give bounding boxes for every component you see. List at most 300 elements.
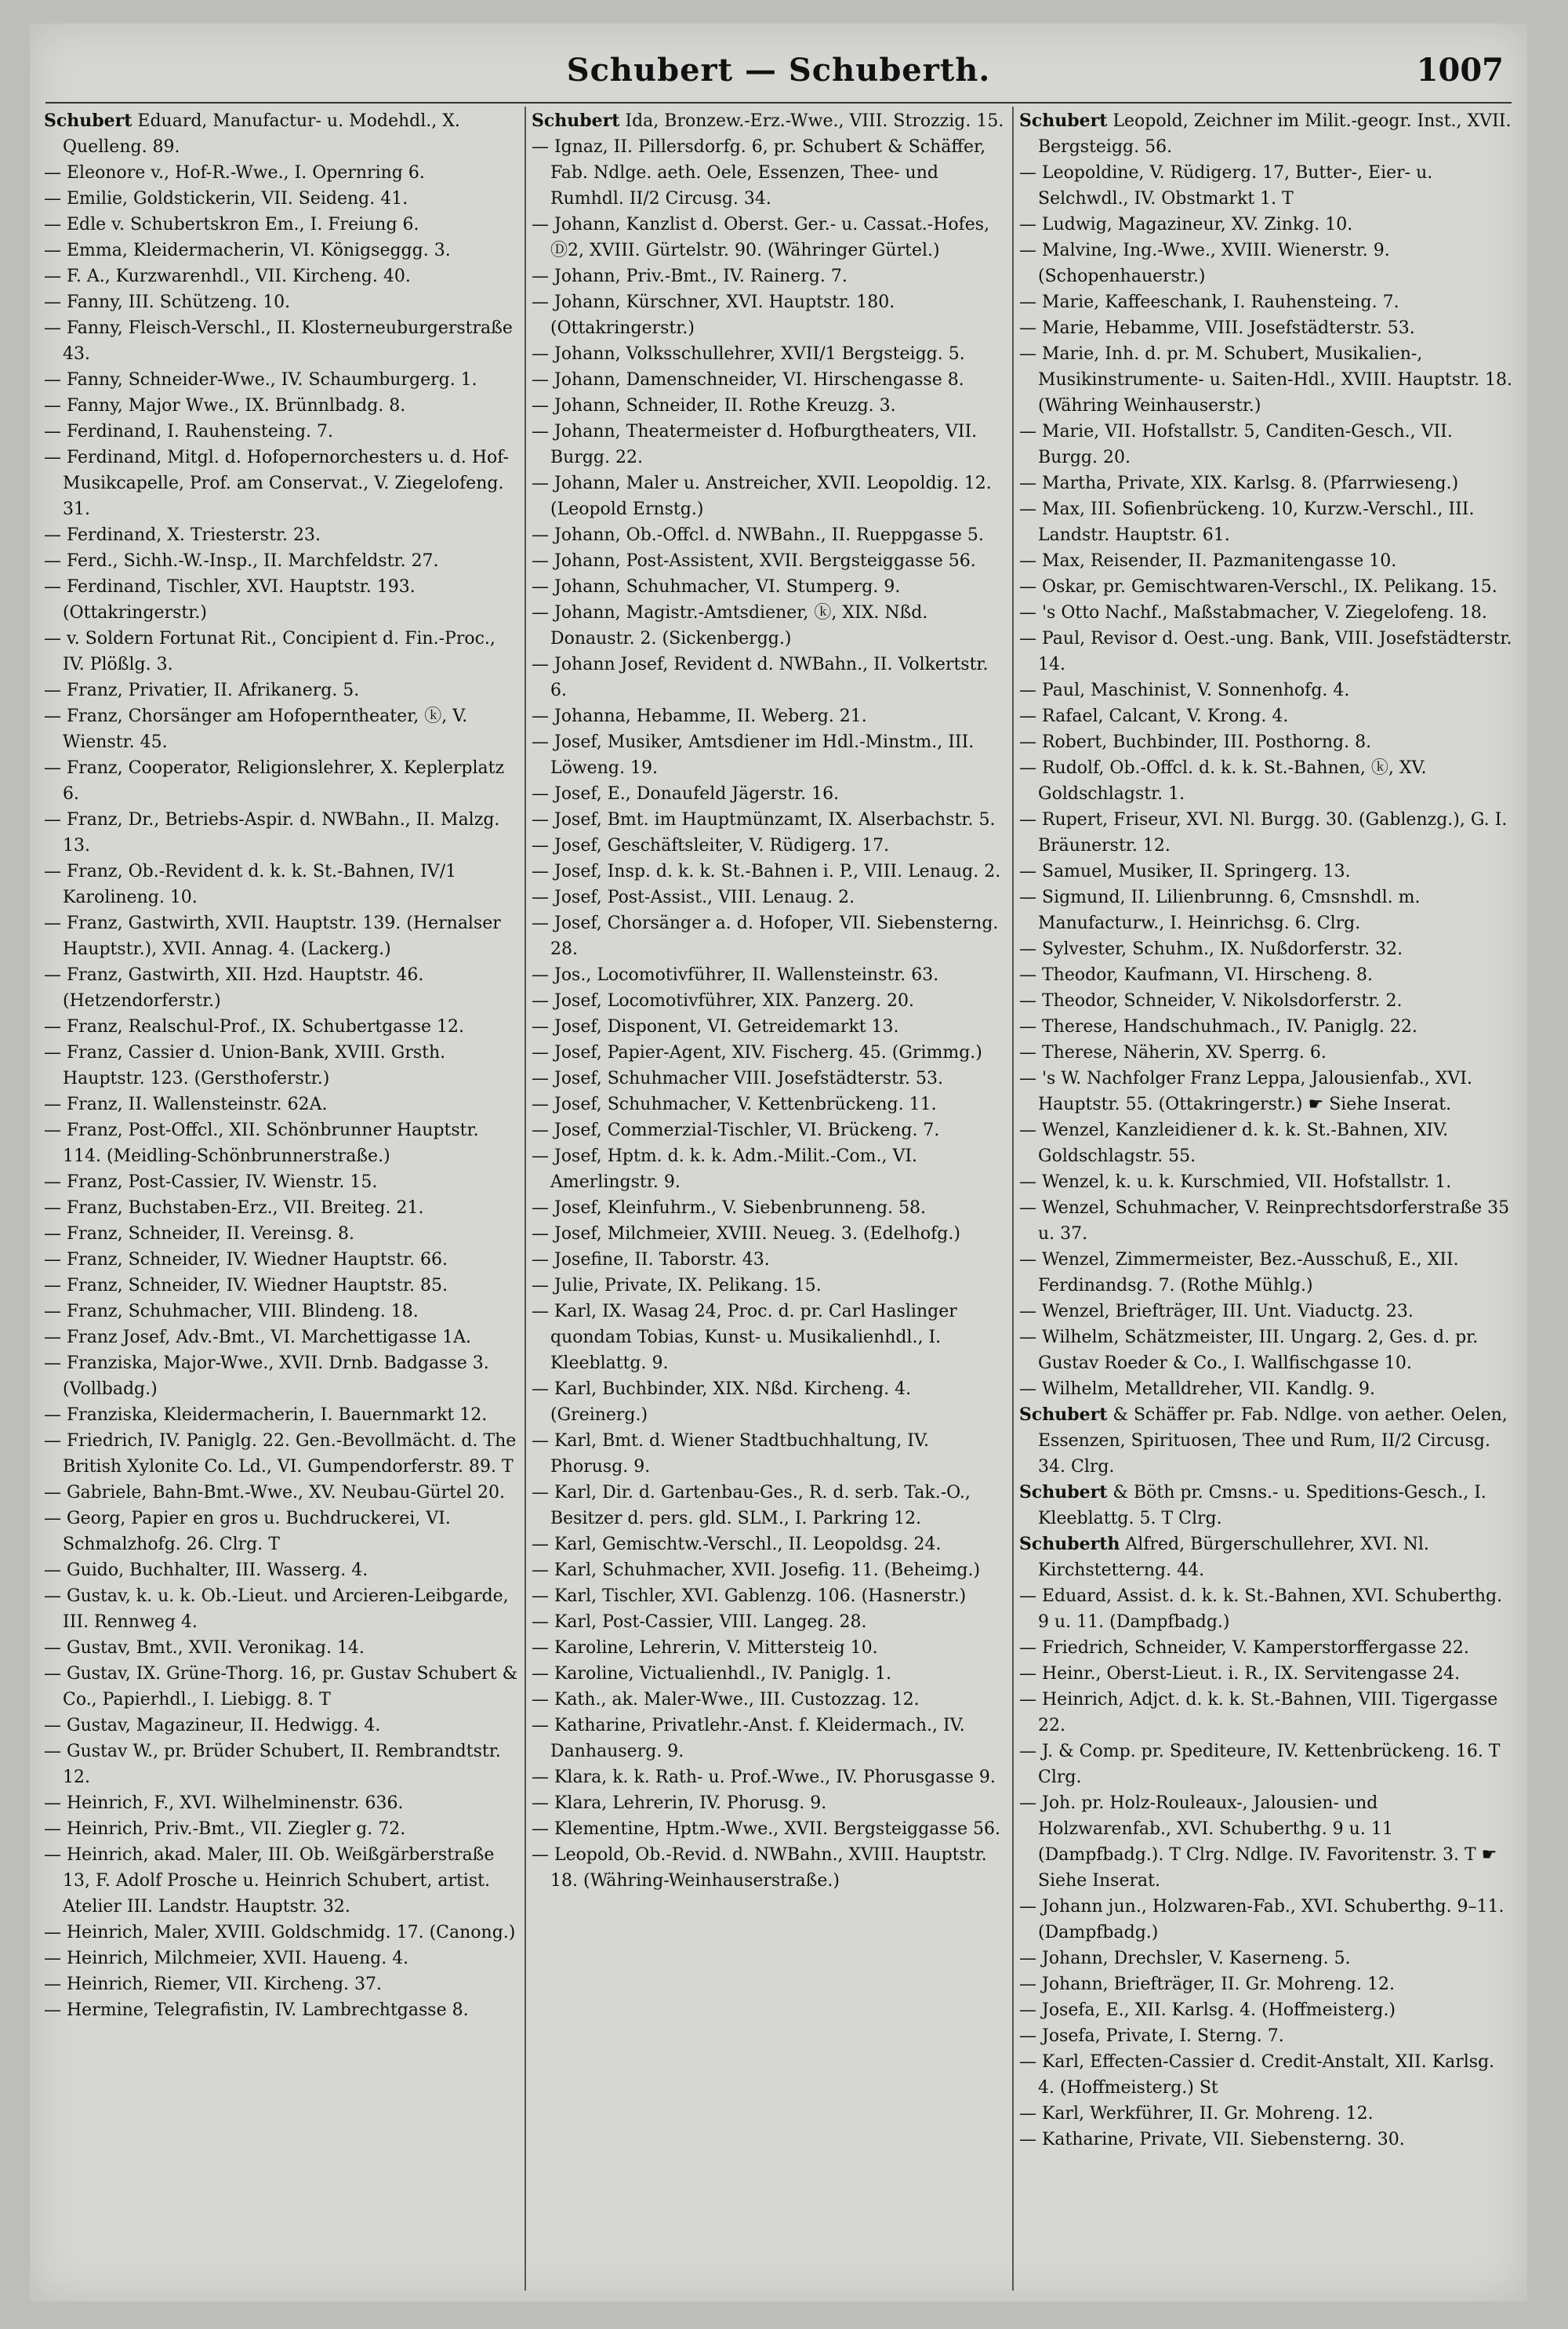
entry-text: — Josef, Papier-Agent, XIV. Fischerg. 45. (Grimmg.) (532, 1043, 982, 1063)
entry-text: — Emma, Kleidermacherin, VI. Königseggg. 3. (44, 241, 451, 260)
entry-text: — Gustav, Magazineur, II. Hedwigg. 4. (44, 1716, 381, 1735)
entry-text: — Josef, Locomotivführer, XIX. Panzerg. 20. (532, 991, 914, 1011)
header-rule (45, 102, 1512, 104)
entry-text: — Franz, II. Wallensteinstr. 62A. (44, 1095, 328, 1114)
directory-entry (1019, 341, 1513, 419)
directory-entry (1019, 703, 1513, 729)
entry-text: — Max, III. Sofienbrückeng. 10, Kurzw.-Verschl., III. Landstr. Hauptstr. 61. (1019, 500, 1475, 545)
entry-text: — Ignaz, II. Pillersdorfg. 6, pr. Schubert & Schäffer, Fab. Ndlge. aeth. Oele, Essenzen, Thee- und Rumhdl. II/2 Circusg. 34. (532, 137, 986, 209)
entry-text: — Marie, Kaffeeschank, I. Rauhensteing. 7. (1019, 292, 1399, 312)
entry-text: — Franz, Post-Offcl., XII. Schönbrunner Hauptstr. 114. (Meidling-Schönbrunnerstraße.) (44, 1121, 479, 1166)
entry-text: — Wenzel, Schuhmacher, V. Reinprechtsdorferstraße 35 u. 37. (1019, 1198, 1510, 1244)
entry-text: — Wenzel, Kanzleidiener d. k. k. St.-Bahnen, XIV. Goldschlagstr. 55. (1019, 1121, 1449, 1166)
directory-entry (532, 108, 1007, 134)
entry-text: — Karoline, Lehrerin, V. Mittersteig 10. (532, 1638, 878, 1658)
directory-entry (44, 1169, 519, 1195)
entry-text: — Josef, Disponent, VI. Getreidemarkt 13. (532, 1017, 899, 1037)
directory-entry (1019, 289, 1513, 315)
entry-text: — Johann, Damenschneider, VI. Hirschengasse 8. (532, 370, 964, 390)
directory-entry (1019, 807, 1513, 859)
directory-entry (44, 1221, 519, 1247)
entry-text: — Gustav, IX. Grüne-Thorg. 16, pr. Gustav Schubert & Co., Papierhdl., I. Liebigg. 8. T (44, 1664, 518, 1710)
directory-entry (44, 289, 519, 315)
entry-text: — Fanny, Fleisch-Verschl., II. Klosterneuburgerstraße 43. (44, 318, 513, 364)
directory-entry (1019, 755, 1513, 807)
entry-text: — Marie, Inh. d. pr. M. Schubert, Musikalien-, Musikinstrumente- u. Saiten-Hdl., XVIII. Hauptstr. 18. (Währing Weinhauserstr.) (1019, 344, 1513, 416)
directory-entry (1019, 2127, 1513, 2153)
entry-text: — Heinrich, akad. Maler, III. Ob. Weißgärberstraße 13, F. Adolf Prosche u. Heinrich Schubert, artist. Atelier III. Landstr. Hauptstr. 32. (44, 1845, 495, 1917)
directory-entry (1019, 678, 1513, 703)
entry-text: — Franziska, Kleidermacherin, I. Bauernmarkt 12. (44, 1405, 488, 1425)
directory-entry (532, 1092, 1007, 1117)
entry-text: — Josef, E., Donaufeld Jägerstr. 16. (532, 784, 840, 804)
entry-text: — Julie, Private, IX. Pelikang. 15. (532, 1276, 822, 1295)
directory-entry (44, 1816, 519, 1842)
directory-entry (44, 1920, 519, 1946)
directory-entry (532, 1531, 1007, 1557)
entry-text: — Franz, Cooperator, Religionslehrer, X. Keplerplatz 6. (44, 758, 505, 804)
entry-text: — Franz, Schneider, II. Vereinsg. 8. (44, 1224, 354, 1244)
entry-text: — Sylvester, Schuhm., IX. Nußdorferstr. 32. (1019, 939, 1403, 959)
entry-text: — Johann, Briefträger, II. Gr. Mohreng. 12. (1019, 1975, 1395, 1994)
entry-text: — Eleonore v., Hof-R.-Wwe., I. Opernring 6. (44, 163, 425, 183)
directory-entry (44, 160, 519, 186)
directory-entry (532, 729, 1007, 781)
column-2 (532, 108, 1007, 2288)
entry-text: — Therese, Näherin, XV. Sperrg. 6. (1019, 1043, 1327, 1063)
directory-entry (532, 1687, 1007, 1713)
entry-text: Ida, Bronzew.-Erz.-Wwe., VIII. Strozzig. 15. (625, 111, 1004, 131)
directory-entry (44, 1971, 519, 1997)
entry-text: — Franz, Privatier, II. Afrikanerg. 5. (44, 681, 360, 700)
directory-entry (532, 1273, 1007, 1299)
entry-text: — Katharine, Private, VII. Siebensterng. 30. (1019, 2130, 1405, 2149)
directory-entry (44, 1040, 519, 1092)
directory-entry (44, 186, 519, 212)
entry-text: — Eduard, Assist. d. k. k. St.-Bahnen, XVI. Schuberthg. 9 u. 11. (Dampfbadg.) (1019, 1586, 1503, 1632)
directory-entry (1019, 548, 1513, 574)
directory-entry (44, 1092, 519, 1117)
entry-text: — Johann, Kanzlist d. Oberst. Ger.- u. Cassat.-Hofes, Ⓓ2, XVIII. Gürtelstr. 90. (Währinger Gürtel.) (532, 215, 990, 260)
entry-text: — Johann, Kürschner, XVI. Hauptstr. 180. (Ottakringerstr.) (532, 292, 895, 338)
directory-entry (1019, 1583, 1513, 1635)
entry-text: — Edle v. Schubertskron Em., I. Freiung 6. (44, 215, 419, 234)
entry-text: — Ferdinand, Mitgl. d. Hofopernorchesters u. d. Hof-Musikcapelle, Prof. am Conservat., V. Ziegelofeng. 31. (44, 448, 510, 519)
directory-entry (1019, 471, 1513, 496)
directory-entry (44, 1247, 519, 1273)
directory-entry (1019, 962, 1513, 988)
directory-entry (532, 212, 1007, 263)
directory-entry (44, 238, 519, 263)
entry-text: — Franz, Post-Cassier, IV. Wienstr. 15. (44, 1172, 378, 1192)
entry-text: — Malvine, Ing.-Wwe., XVIII. Wienerstr. 9. (Schopenhauerstr.) (1019, 241, 1390, 286)
directory-entry (532, 910, 1007, 962)
entry-text: — Josef, Musiker, Amtsdiener im Hdl.-Minstm., III. Löweng. 19. (532, 732, 975, 778)
directory-entry (1019, 885, 1513, 936)
directory-entry (1019, 1790, 1513, 1894)
directory-entry (44, 522, 519, 548)
entry-text: — Gustav, Bmt., XVII. Veronikag. 14. (44, 1638, 365, 1658)
directory-entry (532, 833, 1007, 859)
entry-text: — Paul, Maschinist, V. Sonnenhofg. 4. (1019, 681, 1350, 700)
entry-text: — Franz, Gastwirth, XII. Hzd. Hauptstr. 46. (Hetzendorferstr.) (44, 965, 424, 1011)
directory-entry (1019, 1324, 1513, 1376)
directory-entry (44, 1117, 519, 1169)
entry-text: — Johann, Maler u. Anstreicher, XVII. Leopoldig. 12. (Leopold Ernstg.) (532, 474, 992, 519)
directory-entry (532, 1635, 1007, 1661)
directory-entry (1019, 1195, 1513, 1247)
directory-entry (1019, 1661, 1513, 1687)
entry-text: — Josef, Commerzial-Tischler, VI. Brückeng. 7. (532, 1121, 940, 1140)
directory-entry (44, 393, 519, 419)
entry-text: — Wenzel, Briefträger, III. Unt. Viaductg. 23. (1019, 1302, 1414, 1321)
entry-text: — F. A., Kurzwarenhdl., VII. Kircheng. 40. (44, 267, 411, 286)
entry-text: — Johann Josef, Revident d. NWBahn., II. Volkertstr. 6. (532, 655, 989, 700)
directory-entry (44, 1014, 519, 1040)
directory-page (30, 24, 1527, 2302)
directory-entry (44, 1635, 519, 1661)
directory-entry (44, 1324, 519, 1350)
directory-entry (1019, 574, 1513, 600)
entry-surname: Schuberth (1019, 1534, 1120, 1554)
directory-entry (532, 807, 1007, 833)
entry-text: Eduard, Manufactur- u. Modehdl., X. Quelleng. 89. (63, 111, 460, 157)
directory-entry (44, 419, 519, 445)
entry-surname: Schubert (532, 111, 620, 131)
directory-entry (44, 1946, 519, 1971)
directory-entry (532, 1143, 1007, 1195)
page-title: Schubert — Schuberth. (566, 52, 991, 89)
directory-entry (1019, 1687, 1513, 1739)
directory-entry (532, 1713, 1007, 1764)
directory-entry (1019, 1376, 1513, 1402)
entry-text: — Josefa, Private, I. Sterng. 7. (1019, 2026, 1284, 2046)
entry-text: — Johann, Drechsler, V. Kaserneng. 5. (1019, 1949, 1351, 1968)
entry-text: — Marie, VII. Hofstallstr. 5, Canditen-Gesch., VII. Burgg. 20. (1019, 422, 1453, 467)
entry-text: — Franz, Schneider, IV. Wiedner Hauptstr. 66. (44, 1250, 448, 1270)
directory-entry (1019, 212, 1513, 238)
entry-text: — Oskar, pr. Gemischtwaren-Verschl., IX. Pelikang. 15. (1019, 577, 1497, 597)
entry-text: — Karl, Effecten-Cassier d. Credit-Anstalt, XII. Karlsg. 4. (Hoffmeisterg.) St (1019, 2052, 1495, 2098)
directory-entry (44, 1428, 519, 1480)
directory-entry (1019, 1997, 1513, 2023)
directory-entry (532, 885, 1007, 910)
entry-text: — Ferdinand, X. Triesterstr. 23. (44, 525, 321, 545)
entry-text: — Heinrich, Priv.-Bmt., VII. Ziegler g. 72. (44, 1819, 406, 1839)
directory-entry (44, 1350, 519, 1402)
directory-entry (532, 1583, 1007, 1609)
entry-text: — Johann jun., Holzwaren-Fab., XVI. Schuberthg. 9–11. (Dampfbadg.) (1019, 1897, 1504, 1942)
entry-text: — Karl, Post-Cassier, VIII. Langeg. 28. (532, 1612, 867, 1632)
directory-entry (1019, 988, 1513, 1014)
entry-text: — Josef, Hptm. d. k. k. Adm.-Milit.-Com., VI. Amerlingstr. 9. (532, 1146, 918, 1192)
entry-text: — Heinrich, Maler, XVIII. Goldschmidg. 17. (Canong.) (44, 1923, 516, 1942)
entry-text: — Theodor, Kaufmann, VI. Hirscheng. 8. (1019, 965, 1374, 985)
entry-text: — Fanny, III. Schützeng. 10. (44, 292, 291, 312)
directory-entry (532, 1661, 1007, 1687)
directory-entry (532, 600, 1007, 652)
directory-entry (532, 134, 1007, 212)
directory-entry (532, 1764, 1007, 1790)
entry-text: — Georg, Papier en gros u. Buchdruckerei, VI. Schmalzhofg. 26. Clrg. T (44, 1509, 451, 1554)
entry-text: — Johann, Schneider, II. Rothe Kreuzg. 3. (532, 396, 896, 416)
directory-entry (44, 807, 519, 859)
directory-entry (44, 367, 519, 393)
entry-text: — Franz, Schuhmacher, VIII. Blindeng. 18. (44, 1302, 419, 1321)
directory-entry (44, 1842, 519, 1920)
entry-text: — Franz, Chorsänger am Hofoperntheater, ⓚ, V. Wienstr. 45. (44, 707, 468, 752)
directory-entry (532, 1195, 1007, 1221)
entry-text: — Franz, Schneider, IV. Wiedner Hauptstr. 85. (44, 1276, 448, 1295)
entry-text: — Wenzel, k. u. k. Kurschmied, VII. Hofstallstr. 1. (1019, 1172, 1452, 1192)
directory-entry (532, 781, 1007, 807)
directory-entry (1019, 2023, 1513, 2049)
directory-entry (1019, 1480, 1513, 1531)
directory-entry (532, 1428, 1007, 1480)
entry-text: — Hermine, Telegrafistin, IV. Lambrechtgasse 8. (44, 2000, 469, 2020)
entry-text: — Franz, Cassier d. Union-Bank, XVIII. Grsth. Hauptstr. 123. (Gersthoferstr.) (44, 1043, 446, 1088)
entry-text: — Kath., ak. Maler-Wwe., III. Custozzag. 12. (532, 1690, 920, 1710)
directory-entry (1019, 1971, 1513, 1997)
entry-text: — Karl, Gemischtw.-Verschl., II. Leopoldsg. 24. (532, 1535, 942, 1554)
directory-entry (44, 263, 519, 289)
entry-text: — Theodor, Schneider, V. Nikolsdorferstr. 2. (1019, 991, 1403, 1011)
entry-text: — Joh. pr. Holz-Rouleaux-, Jalousien- und Holzwarenfab., XVI. Schuberthg. 9 u. 11 (Dampfbadg.). T Clrg. Ndlge. IV. Favoritenstr. 3. T ☛ Siehe Inserat. (1019, 1793, 1497, 1891)
directory-entry (532, 1040, 1007, 1066)
entry-text: — Franz Josef, Adv.-Bmt., VI. Marchettigasse 1A. (44, 1328, 472, 1347)
entry-text: & Schäffer pr. Fab. Ndlge. von aether. Oelen, Essenzen, Spirituosen, Thee und Rum, II/2 Circusg. 34. Clrg. (1038, 1405, 1508, 1477)
entry-text: — Karl, Tischler, XVI. Gablenzg. 106. (Hasnerstr.) (532, 1586, 967, 1606)
directory-entry (44, 108, 519, 160)
directory-entry (1019, 238, 1513, 289)
directory-entry (532, 289, 1007, 341)
entry-text: — Karl, Schuhmacher, XVII. Josefig. 11. (Beheimg.) (532, 1561, 981, 1580)
entry-text: — Samuel, Musiker, II. Springerg. 13. (1019, 862, 1351, 881)
entry-text: — Max, Reisender, II. Pazmanitengasse 10. (1019, 551, 1397, 571)
directory-entry (532, 367, 1007, 393)
entry-text: — J. & Comp. pr. Spediteure, IV. Kettenbrückeng. 16. T Clrg. (1019, 1742, 1501, 1787)
directory-entry (44, 1713, 519, 1739)
entry-text: — Klara, k. k. Rath- u. Prof.-Wwe., IV. Phorusgasse 9. (532, 1768, 996, 1787)
entry-text: — Heinrich, Milchmeier, XVII. Haueng. 4. (44, 1949, 409, 1968)
entry-text: — Josef, Milchmeier, XVIII. Neueg. 3. (Edelhofg.) (532, 1224, 960, 1244)
directory-entry (1019, 315, 1513, 341)
directory-entry (532, 1480, 1007, 1531)
entry-text: — Johann, Theatermeister d. Hofburgtheaters, VII. Burgg. 22. (532, 422, 978, 467)
directory-entry (44, 755, 519, 807)
entry-text: — Paul, Revisor d. Oest.-ung. Bank, VIII. Josefstädterstr. 14. (1019, 629, 1512, 674)
directory-entry (1019, 419, 1513, 471)
directory-entry (44, 548, 519, 574)
entry-text: — Friedrich, Schneider, V. Kamperstorffergasse 22. (1019, 1638, 1469, 1658)
directory-entry (44, 962, 519, 1014)
directory-entry (532, 574, 1007, 600)
entry-text: — Johanna, Hebamme, II. Weberg. 21. (532, 707, 867, 726)
entry-text: — Rudolf, Ob.-Offcl. d. k. k. St.-Bahnen, ⓚ, XV. Goldschlagstr. 1. (1019, 758, 1427, 804)
directory-entry (1019, 1946, 1513, 1971)
directory-entry (44, 703, 519, 755)
entry-text: — Franz, Ob.-Revident d. k. k. St.-Bahnen, IV/1 Karolineng. 10. (44, 862, 457, 907)
directory-entry (532, 1609, 1007, 1635)
entry-text: — Katharine, Privatlehr.-Anst. f. Kleidermach., IV. Danhauserg. 9. (532, 1716, 965, 1761)
directory-entry (44, 574, 519, 626)
entry-text: — Josef, Schuhmacher, V. Kettenbrückeng. 11. (532, 1095, 937, 1114)
directory-entry (532, 703, 1007, 729)
directory-entry (44, 910, 519, 962)
entry-text: — Fanny, Major Wwe., IX. Brünnlbadg. 8. (44, 396, 406, 416)
directory-entry (1019, 160, 1513, 212)
directory-entry (1019, 1299, 1513, 1324)
directory-entry (44, 678, 519, 703)
entry-text: — Josef, Geschäftsleiter, V. Rüdigerg. 17. (532, 836, 890, 856)
entry-text: — Ferdinand, Tischler, XVI. Hauptstr. 193. (Ottakringerstr.) (44, 577, 416, 623)
entry-text: — Johann, Priv.-Bmt., IV. Rainerg. 7. (532, 267, 848, 286)
entry-text: — Johann, Post-Assistent, XVII. Bergsteiggasse 56. (532, 551, 976, 571)
directory-entry (1019, 936, 1513, 962)
entry-text: — Gustav W., pr. Brüder Schubert, II. Rembrandtstr. 12. (44, 1742, 501, 1787)
entry-text: — Marie, Hebamme, VIII. Josefstädterstr. 53. (1019, 318, 1415, 338)
entry-text: — v. Soldern Fortunat Rit., Concipient d. Fin.-Proc., IV. Plößlg. 3. (44, 629, 495, 674)
directory-entry (44, 1997, 519, 2023)
entry-text: — Martha, Private, XIX. Karlsg. 8. (Pfarrwieseng.) (1019, 474, 1459, 493)
entry-text: — Karl, Dir. d. Gartenbau-Ges., R. d. serb. Tak.-O., Besitzer d. pers. gld. SLM., I. Parkring 12. (532, 1483, 971, 1528)
entry-text: — Josefa, E., XII. Karlsg. 4. (Hoffmeisterg.) (1019, 2000, 1396, 2020)
entry-text: — Heinr., Oberst-Lieut. i. R., IX. Servitengasse 24. (1019, 1664, 1461, 1684)
directory-entry (1019, 1894, 1513, 1946)
entry-text: — Karl, Werkführer, II. Gr. Mohreng. 12. (1019, 2104, 1374, 2124)
directory-entry (532, 471, 1007, 522)
directory-entry (1019, 1635, 1513, 1661)
directory-entry (1019, 496, 1513, 548)
entry-text: — Johann, Magistr.-Amtsdiener, ⓚ, XIX. Nßd. Donaustr. 2. (Sickenbergg.) (532, 603, 928, 649)
entry-text: — Robert, Buchbinder, III. Posthorng. 8. (1019, 732, 1372, 752)
entry-text: Leopold, Zeichner im Milit.-geogr. Inst., XVII. Bergsteigg. 56. (1038, 111, 1512, 157)
directory-entry (532, 419, 1007, 471)
entry-text: Alfred, Bürgerschullehrer, XVI. Nl. Kirchstetterng. 44. (1038, 1535, 1429, 1580)
entry-text: — Ludwig, Magazineur, XV. Zinkg. 10. (1019, 215, 1353, 234)
directory-entry (44, 1506, 519, 1557)
entry-text: — Leopold, Ob.-Revid. d. NWBahn., XVIII. Hauptstr. 18. (Währing-Weinhauserstraße.) (532, 1845, 987, 1891)
directory-entry (532, 988, 1007, 1014)
entry-text: — Fanny, Schneider-Wwe., IV. Schaumburgerg. 1. (44, 370, 477, 390)
directory-entry (532, 1117, 1007, 1143)
entry-text: — Johann, Ob.-Offcl. d. NWBahn., II. Rueppgasse 5. (532, 525, 984, 545)
directory-entry (532, 1014, 1007, 1040)
entry-text: — Wenzel, Zimmermeister, Bez.-Ausschuß, E., XII. Ferdinandsg. 7. (Rothe Mühlg.) (1019, 1250, 1459, 1295)
directory-entry (532, 1376, 1007, 1428)
entry-text: — Heinrich, F., XVI. Wilhelminenstr. 636. (44, 1793, 404, 1813)
entry-text: — Gustav, k. u. k. Ob.-Lieut. und Arcieren-Leibgarde, III. Rennweg 4. (44, 1586, 509, 1632)
directory-entry (1019, 1739, 1513, 1790)
directory-entry (532, 859, 1007, 885)
directory-entry (1019, 108, 1513, 160)
directory-entry (1019, 1066, 1513, 1117)
entry-text: — Josef, Bmt. im Hauptmünzamt, IX. Alserbachstr. 5. (532, 810, 996, 830)
directory-entry (44, 1790, 519, 1816)
directory-entry (532, 1221, 1007, 1247)
directory-entry (532, 548, 1007, 574)
entry-surname: Schubert (1019, 1482, 1108, 1502)
entry-text: — Josef, Kleinfuhrm., V. Siebenbrunneng. 58. (532, 1198, 927, 1218)
directory-entry (44, 1583, 519, 1635)
entry-text: — Ferd., Sichh.-W.-Insp., II. Marchfeldstr. 27. (44, 551, 439, 571)
entry-text: — Johann, Volksschullehrer, XVII/1 Bergsteigg. 5. (532, 344, 965, 364)
directory-entry (44, 626, 519, 678)
directory-entry (44, 445, 519, 522)
entry-text: — Klementine, Hptm.-Wwe., XVII. Bergsteiggasse 56. (532, 1819, 1000, 1839)
entry-text: — Therese, Handschuhmach., IV. Paniglg. 22. (1019, 1017, 1417, 1037)
directory-entry (1019, 859, 1513, 885)
directory-entry (1019, 1014, 1513, 1040)
entry-text: — Friedrich, IV. Paniglg. 22. Gen.-Bevollmächt. d. The British Xylonite Co. Ld., VI. Gumpendorferstr. 89. T (44, 1431, 517, 1477)
directory-entry (44, 212, 519, 238)
directory-entry (1019, 1169, 1513, 1195)
page-number: 1007 (1416, 52, 1504, 89)
entry-text: — 's W. Nachfolger Franz Leppa, Jalousienfab., XVI. Hauptstr. 55. (Ottakringerstr.) ☛ Siehe Inserat. (1019, 1069, 1472, 1114)
directory-entry (532, 1066, 1007, 1092)
entry-text: — Karl, Bmt. d. Wiener Stadtbuchhaltung, IV. Phorusg. 9. (532, 1431, 929, 1477)
directory-entry (44, 1661, 519, 1713)
directory-entry (1019, 2101, 1513, 2127)
entry-text: — Josefine, II. Taborstr. 43. (532, 1250, 770, 1270)
directory-entry (1019, 2049, 1513, 2101)
entry-text: — Jos., Locomotivführer, II. Wallensteinstr. 63. (532, 965, 939, 985)
directory-entry (44, 1195, 519, 1221)
directory-entry (44, 1299, 519, 1324)
directory-entry (1019, 600, 1513, 626)
entry-text: — Ferdinand, I. Rauhensteing. 7. (44, 422, 334, 441)
entry-text: — Karl, IX. Wasag 24, Proc. d. pr. Carl Haslinger quondam Tobias, Kunst- u. Musikalienhdl., I. Kleeblattg. 9. (532, 1302, 957, 1373)
directory-entry (44, 1402, 519, 1428)
entry-text: — Klara, Lehrerin, IV. Phorusg. 9. (532, 1793, 827, 1813)
directory-entry (532, 1299, 1007, 1376)
directory-entry (44, 1273, 519, 1299)
column-divider (1012, 107, 1014, 2291)
entry-text: — Josef, Chorsänger a. d. Hofoper, VII. Siebensterng. 28. (532, 914, 999, 959)
entry-text: — Josef, Insp. d. k. k. St.-Bahnen i. P., VIII. Lenaug. 2. (532, 862, 1001, 881)
entry-text: — Josef, Post-Assist., VIII. Lenaug. 2. (532, 888, 855, 907)
entry-text: — Franz, Buchstaben-Erz., VII. Breiteg. 21. (44, 1198, 424, 1218)
entry-text: — Franziska, Major-Wwe., XVII. Drnb. Badgasse 3. (Vollbadg.) (44, 1353, 489, 1399)
directory-entry (1019, 1247, 1513, 1299)
entry-text: — Rupert, Friseur, XVI. Nl. Burgg. 30. (Gablenzg.), G. I. Bräunerstr. 12. (1019, 810, 1508, 856)
directory-entry (532, 1816, 1007, 1842)
entry-text: — Rafael, Calcant, V. Krong. 4. (1019, 707, 1289, 726)
entry-text: — Guido, Buchhalter, III. Wasserg. 4. (44, 1561, 368, 1580)
entry-text: — Heinrich, Riemer, VII. Kircheng. 37. (44, 1975, 382, 1994)
directory-entry (532, 1790, 1007, 1816)
entry-text: — Sigmund, II. Lilienbrunng. 6, Cmsnshdl. m. Manufacturw., I. Heinrichsg. 6. Clrg. (1019, 888, 1421, 933)
entry-surname: Schubert (1019, 1404, 1108, 1425)
entry-text: — Heinrich, Adjct. d. k. k. St.-Bahnen, VIII. Tigergasse 22. (1019, 1690, 1498, 1735)
entry-text: — Leopoldine, V. Rüdigerg. 17, Butter-, Eier- u. Selchwdl., IV. Obstmarkt 1. T (1019, 163, 1433, 209)
entry-surname: Schubert (1019, 111, 1108, 131)
directory-entry (532, 522, 1007, 548)
directory-entry (532, 1842, 1007, 1894)
directory-entry (532, 1557, 1007, 1583)
directory-entry (44, 1480, 519, 1506)
entry-text: & Böth pr. Cmsns.- u. Speditions-Gesch., I. Kleeblattg. 5. T Clrg. (1038, 1483, 1486, 1528)
directory-entry (532, 962, 1007, 988)
column-1 (44, 108, 519, 2288)
directory-entry (44, 315, 519, 367)
entry-text: — Franz, Realschul-Prof., IX. Schubertgasse 12. (44, 1017, 465, 1037)
directory-entry (1019, 1040, 1513, 1066)
entry-text: — Josef, Schuhmacher VIII. Josefstädterstr. 53. (532, 1069, 943, 1088)
directory-entry (44, 1739, 519, 1790)
directory-entry (532, 652, 1007, 703)
column-divider (524, 107, 526, 2291)
